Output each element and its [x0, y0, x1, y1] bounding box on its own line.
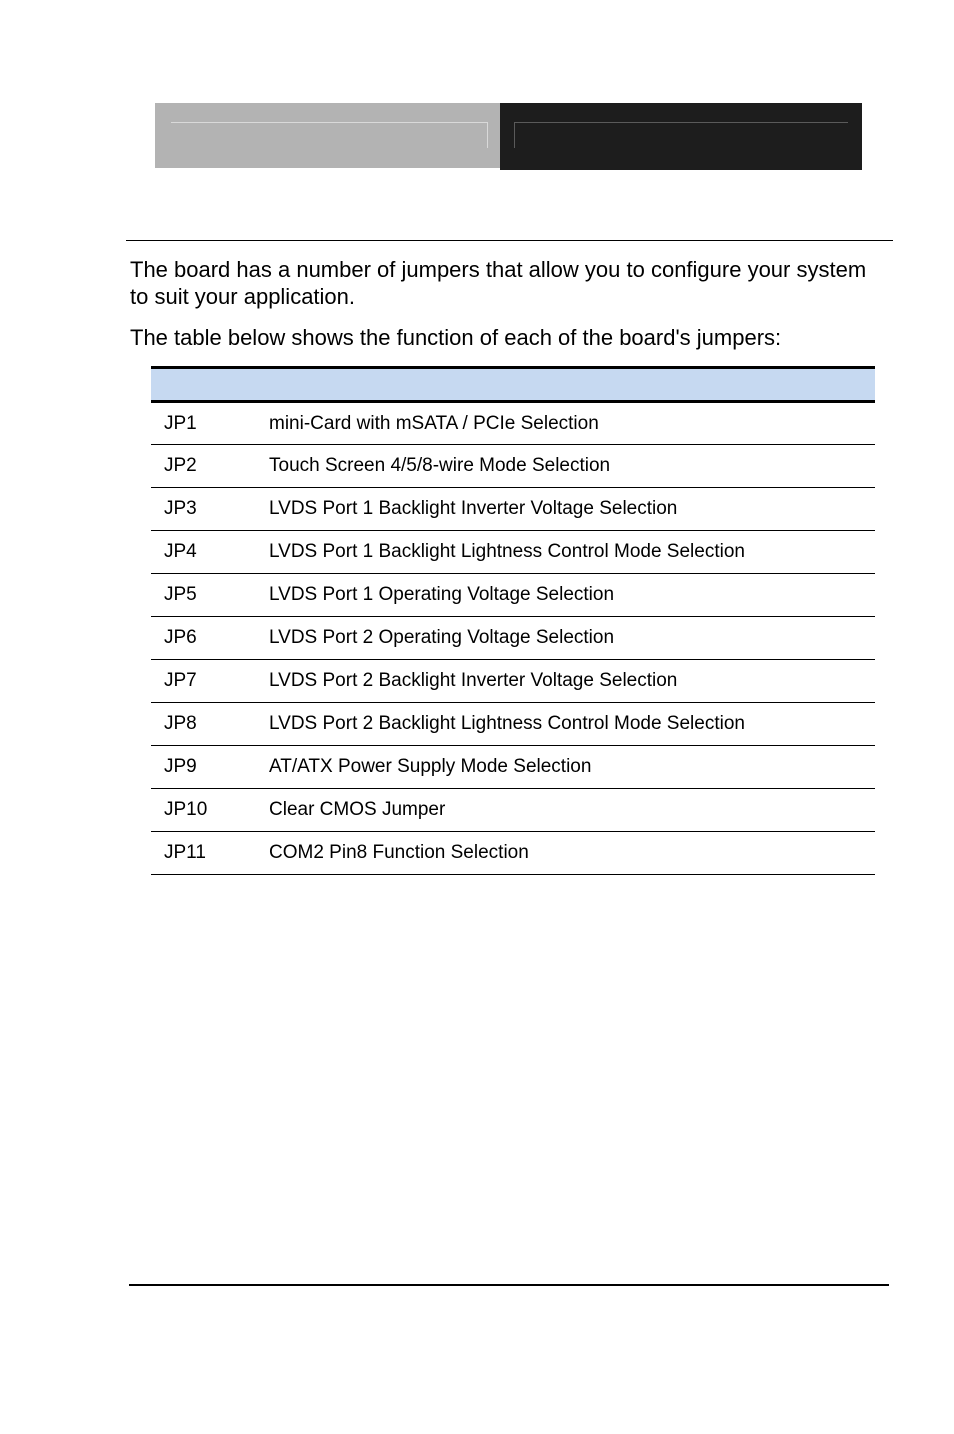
banner-decor-tick [487, 122, 488, 148]
banner-decor-tick [514, 122, 515, 148]
section-top-rule [126, 240, 893, 241]
table-row [151, 445, 875, 488]
jumper-label: JP4 [151, 531, 269, 574]
jumper-function: LVDS Port 1 Backlight Inverter Voltage Selection [269, 488, 875, 531]
footer-rule [129, 1284, 889, 1286]
jumper-label: JP10 [151, 789, 269, 832]
table-row [151, 617, 875, 660]
table-row [151, 574, 875, 617]
jumper-function: Clear CMOS Jumper [269, 789, 875, 832]
jumper-function: LVDS Port 2 Backlight Lightness Control Mode Selection [269, 703, 875, 746]
table-intro-paragraph: The table below shows the function of each of the board's jumpers: [130, 325, 782, 350]
jumper-label: JP2 [151, 445, 269, 488]
table-row [151, 531, 875, 574]
jumper-label: JP6 [151, 617, 269, 660]
table-row [151, 746, 875, 789]
header-banner-left [155, 103, 500, 168]
jumper-label: JP7 [151, 660, 269, 703]
table-row [151, 660, 875, 703]
header-banner-right [500, 103, 862, 170]
table-row [151, 789, 875, 832]
table-row [151, 832, 875, 875]
jumper-function: LVDS Port 1 Backlight Lightness Control Mode Selection [269, 531, 875, 574]
jumper-label: JP8 [151, 703, 269, 746]
jumper-label: JP1 [151, 402, 269, 445]
table-row [151, 703, 875, 746]
jumper-function: AT/ATX Power Supply Mode Selection [269, 746, 875, 789]
table-header-row [151, 368, 875, 402]
table-row [151, 402, 875, 445]
jumper-function: LVDS Port 2 Operating Voltage Selection [269, 617, 875, 660]
table-row [151, 488, 875, 531]
jumper-function: COM2 Pin8 Function Selection [269, 832, 875, 875]
intro-paragraph: The board has a number of jumpers that allow you to configure your system to suit your application. [130, 257, 867, 309]
jumper-function: mini-Card with mSATA / PCIe Selection [269, 402, 875, 445]
jumper-function: LVDS Port 1 Operating Voltage Selection [269, 574, 875, 617]
jumper-function: LVDS Port 2 Backlight Inverter Voltage Selection [269, 660, 875, 703]
jumper-label: JP9 [151, 746, 269, 789]
jumper-function: Touch Screen 4/5/8-wire Mode Selection [269, 445, 875, 488]
jumper-label: JP3 [151, 488, 269, 531]
jumper-table [151, 366, 875, 875]
table-header-cell [151, 368, 269, 402]
jumper-label: JP5 [151, 574, 269, 617]
jumper-label: JP11 [151, 832, 269, 875]
table-header-cell [269, 368, 875, 402]
banner-decor-line [515, 122, 848, 123]
banner-decor-line [171, 122, 487, 123]
